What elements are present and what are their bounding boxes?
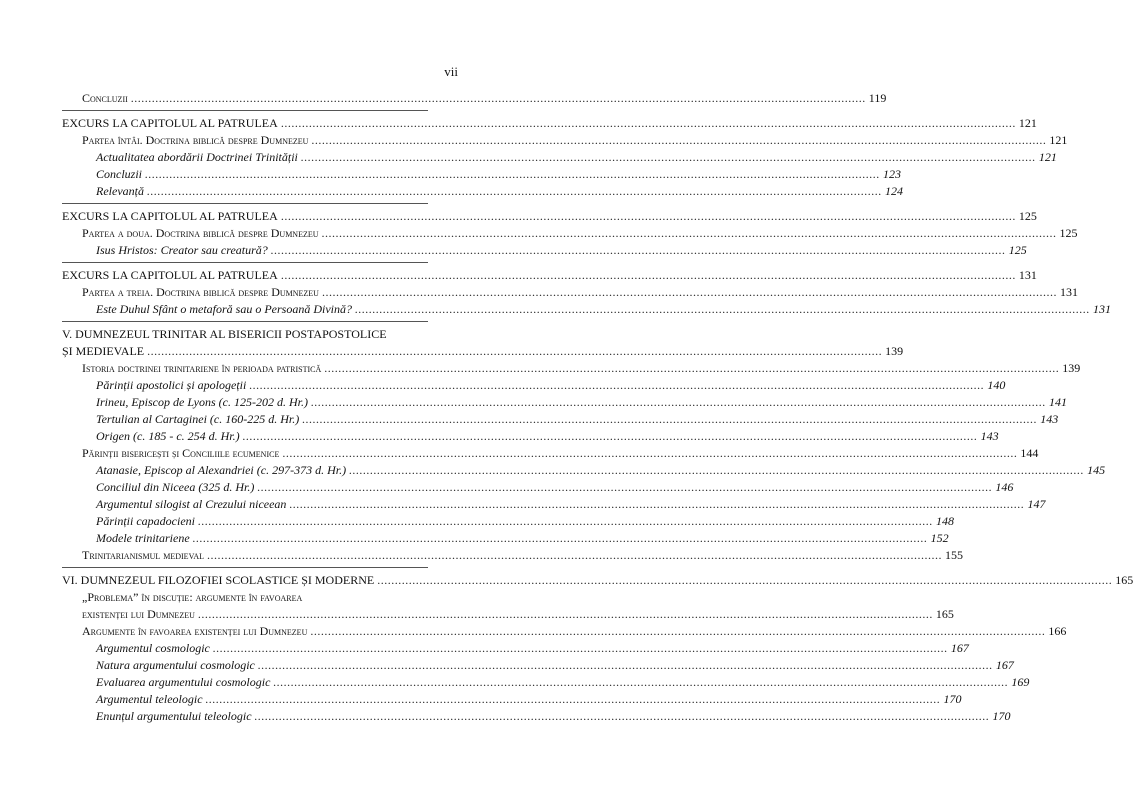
toc-chapter-entry[interactable] [62,208,1037,225]
toc-entry-title-line1: V. DUMNEZEUL TRINITAR AL BISERICII POSTAPOSTOLICE [62,327,387,341]
toc-chapter-entry[interactable] [62,572,1133,589]
toc-entry[interactable] [62,301,1111,318]
toc-entry-title: Argumentul silogist al Crezului niceean [96,497,287,511]
toc-entry-title: Modele trinitariene [96,531,190,545]
dot-leader [281,208,1016,225]
toc-entry-page: 152 [930,531,949,545]
toc-entry-title: EXCURS LA CAPITOLUL AL PATRULEA [62,116,278,130]
page-number: vii [444,64,458,79]
toc-entry[interactable] [62,708,1011,725]
toc-entry-page: 125 [1059,226,1078,240]
toc-entry[interactable] [62,674,1030,691]
toc-entry-title: Argumentul teleologic [96,692,203,706]
toc-entry-title: Natura argumentului cosmologic [96,658,255,672]
dot-leader [355,301,1090,318]
toc-chapter-block [62,203,1078,259]
dot-leader [198,606,933,623]
dot-leader [147,183,882,200]
dot-leader [243,428,978,445]
toc-entry[interactable] [62,132,1068,149]
toc-entry-title: VI. DUMNEZEUL FILOZOFIEI SCOLASTICE ȘI MODERNE [62,573,375,587]
dot-leader [147,343,882,360]
toc-entry-title: Părinții bisericești și Conciliile ecumenice [82,446,280,460]
toc-entry-page: 144 [1020,446,1039,460]
toc-entry-page: 167 [950,641,969,655]
toc-entry[interactable] [62,394,1067,411]
dot-leader [249,377,984,394]
toc-entry-page: 124 [884,184,903,198]
toc-entry-page: 119 [868,91,887,105]
dot-leader [273,674,1008,691]
toc-entry[interactable] [62,513,954,530]
toc-entry-page: 131 [1018,268,1037,282]
dot-leader [255,708,990,725]
toc-entry-title: Părinții capadocieni [96,514,195,528]
toc-entry[interactable] [62,166,902,183]
toc-entry[interactable] [62,547,963,564]
toc-entry-title-line2: existenței lui Dumnezeu [82,607,195,621]
toc-chapter-block [62,321,1106,564]
toc-entry-title: Părinții apostolici și apologeții [96,378,247,392]
toc-entry-title: EXCURS LA CAPITOLUL AL PATRULEA [62,209,278,223]
toc-entry-title: Argumente în favoarea existenței lui Dumnezeu [82,624,308,638]
toc-entry[interactable] [62,496,1046,513]
toc-chapter-entry[interactable] [62,326,904,360]
toc-entry-title: Tertulian al Cartaginei (c. 160-225 d. Hr.) [96,412,300,426]
dot-leader [213,640,948,657]
dot-leader [281,267,1016,284]
toc-entry[interactable] [62,411,1059,428]
toc-entry-page: 170 [943,692,962,706]
toc-entry-page: 123 [883,167,902,181]
toc-entry-title: Actualitatea abordării Doctrinei Trinității [96,150,298,164]
toc-entry-page: 167 [995,658,1014,672]
toc-entry[interactable] [62,225,1078,242]
dot-leader [349,462,1084,479]
toc-entry-title: Irineu, Episcop de Lyons (c. 125-202 d. Hr.) [96,395,308,409]
toc-entry[interactable] [62,445,1039,462]
toc-entry[interactable] [62,640,969,657]
toc-entry[interactable] [62,479,1014,496]
dot-leader [258,657,993,674]
dot-leader [322,225,1057,242]
dot-leader [131,90,866,107]
toc-entry[interactable] [62,691,962,708]
toc-entry-page: 145 [1087,463,1106,477]
dot-leader [271,242,1006,259]
toc-entry-title: Concluzii [96,167,143,181]
toc-entry-title: Istoria doctrinei trinitariene în perioada patristică [82,361,322,375]
toc-entry-title: Este Duhul Sfânt o metaforă sau o Persoană Divină? [96,302,352,316]
toc-entry-page: 170 [992,709,1011,723]
toc-entry-page: 121 [1049,133,1068,147]
toc-entry-title: Enunțul argumentului teleologic [96,709,252,723]
toc-entry-title: Relevanță [96,184,144,198]
toc-entry-page: 169 [1011,675,1030,689]
toc-entry-page: 131 [1059,285,1078,299]
dot-leader [322,284,1057,301]
toc-entry-title: Evaluarea argumentului cosmologic [96,675,271,689]
dot-leader [311,394,1046,411]
toc-entry[interactable] [62,377,1006,394]
toc-entry-page: 165 [1115,573,1133,587]
toc-entry[interactable] [62,242,1027,259]
dot-leader [193,530,928,547]
dot-leader [311,132,1046,149]
toc-entry-title: Partea a doua. Doctrina biblică despre Dumnezeu [82,226,319,240]
toc-entry[interactable] [62,360,1081,377]
toc-entry-title: Concluzii [82,91,128,105]
toc-entry-page: 125 [1008,243,1027,257]
toc-entry-page: 139 [885,344,904,358]
toc-entry-page: 141 [1048,395,1067,409]
toc-chapter-block [62,262,1111,318]
toc-entry-page: 143 [980,429,999,443]
toc-entry[interactable] [62,149,1057,166]
toc-entry-title: Isus Hristos: Creator sau creatură? [96,243,268,257]
toc-chapter-entry[interactable] [62,267,1037,284]
toc-entry-page: 146 [995,480,1014,494]
dot-leader [324,360,1059,377]
toc-entry[interactable] [62,589,954,623]
toc-entry-page: 155 [944,548,963,562]
toc-entry[interactable] [62,428,999,445]
toc-entry-page: 121 [1038,150,1057,164]
dot-leader [207,547,942,564]
dot-leader [198,513,933,530]
toc-entry-title: Argumentul cosmologic [96,641,210,655]
toc-entry[interactable] [62,90,887,107]
toc-entry-title: Trinitarianismul medieval [82,548,204,562]
dot-leader [301,149,1036,166]
toc-entry-page: 121 [1018,116,1037,130]
toc-entry-page: 148 [935,514,954,528]
toc-entry-page: 147 [1027,497,1046,511]
toc-entry[interactable] [62,530,949,547]
toc-entry[interactable] [62,183,903,200]
toc-entry-page: 125 [1018,209,1037,223]
dot-leader [206,691,941,708]
toc-chapter-block [62,567,1133,725]
toc-entry-title-line2: ȘI MEDIEVALE [62,344,145,358]
dot-leader [310,623,1045,640]
toc-entry-page: 139 [1062,361,1081,375]
dot-leader [377,572,1112,589]
dot-leader [302,411,1037,428]
toc-entry-title: Conciliul din Niceea (325 d. Hr.) [96,480,255,494]
toc-entry-page: 165 [935,607,954,621]
toc-entry[interactable] [62,657,1014,674]
toc-entry-title: Partea a treia. Doctrina biblică despre Dumnezeu [82,285,319,299]
toc-chapter-block [62,110,1068,200]
toc-entry[interactable] [62,462,1106,479]
toc-entry-page: 131 [1092,302,1111,316]
table-of-contents [62,90,1133,725]
dot-leader [145,166,880,183]
dot-leader [281,115,1016,132]
toc-entry-title-line1: „Problema” în discuție: argumente în favoarea [82,590,303,604]
toc-entry-title: Origen (c. 185 - c. 254 d. Hr.) [96,429,240,443]
toc-entry-title: Atanasie, Episcop al Alexandriei (c. 297-373 d. Hr.) [96,463,347,477]
toc-entry-page: 143 [1040,412,1059,426]
dot-leader [282,445,1017,462]
toc-entry[interactable] [62,284,1078,301]
toc-entry-page: 166 [1048,624,1067,638]
toc-entry-title: EXCURS LA CAPITOLUL AL PATRULEA [62,268,278,282]
dot-leader [257,479,992,496]
toc-entry-page: 140 [987,378,1006,392]
dot-leader [289,496,1024,513]
toc-entry[interactable] [62,623,1067,640]
toc-chapter-entry[interactable] [62,115,1037,132]
toc-entry-title: Partea întâi. Doctrina biblică despre Dumnezeu [82,133,309,147]
